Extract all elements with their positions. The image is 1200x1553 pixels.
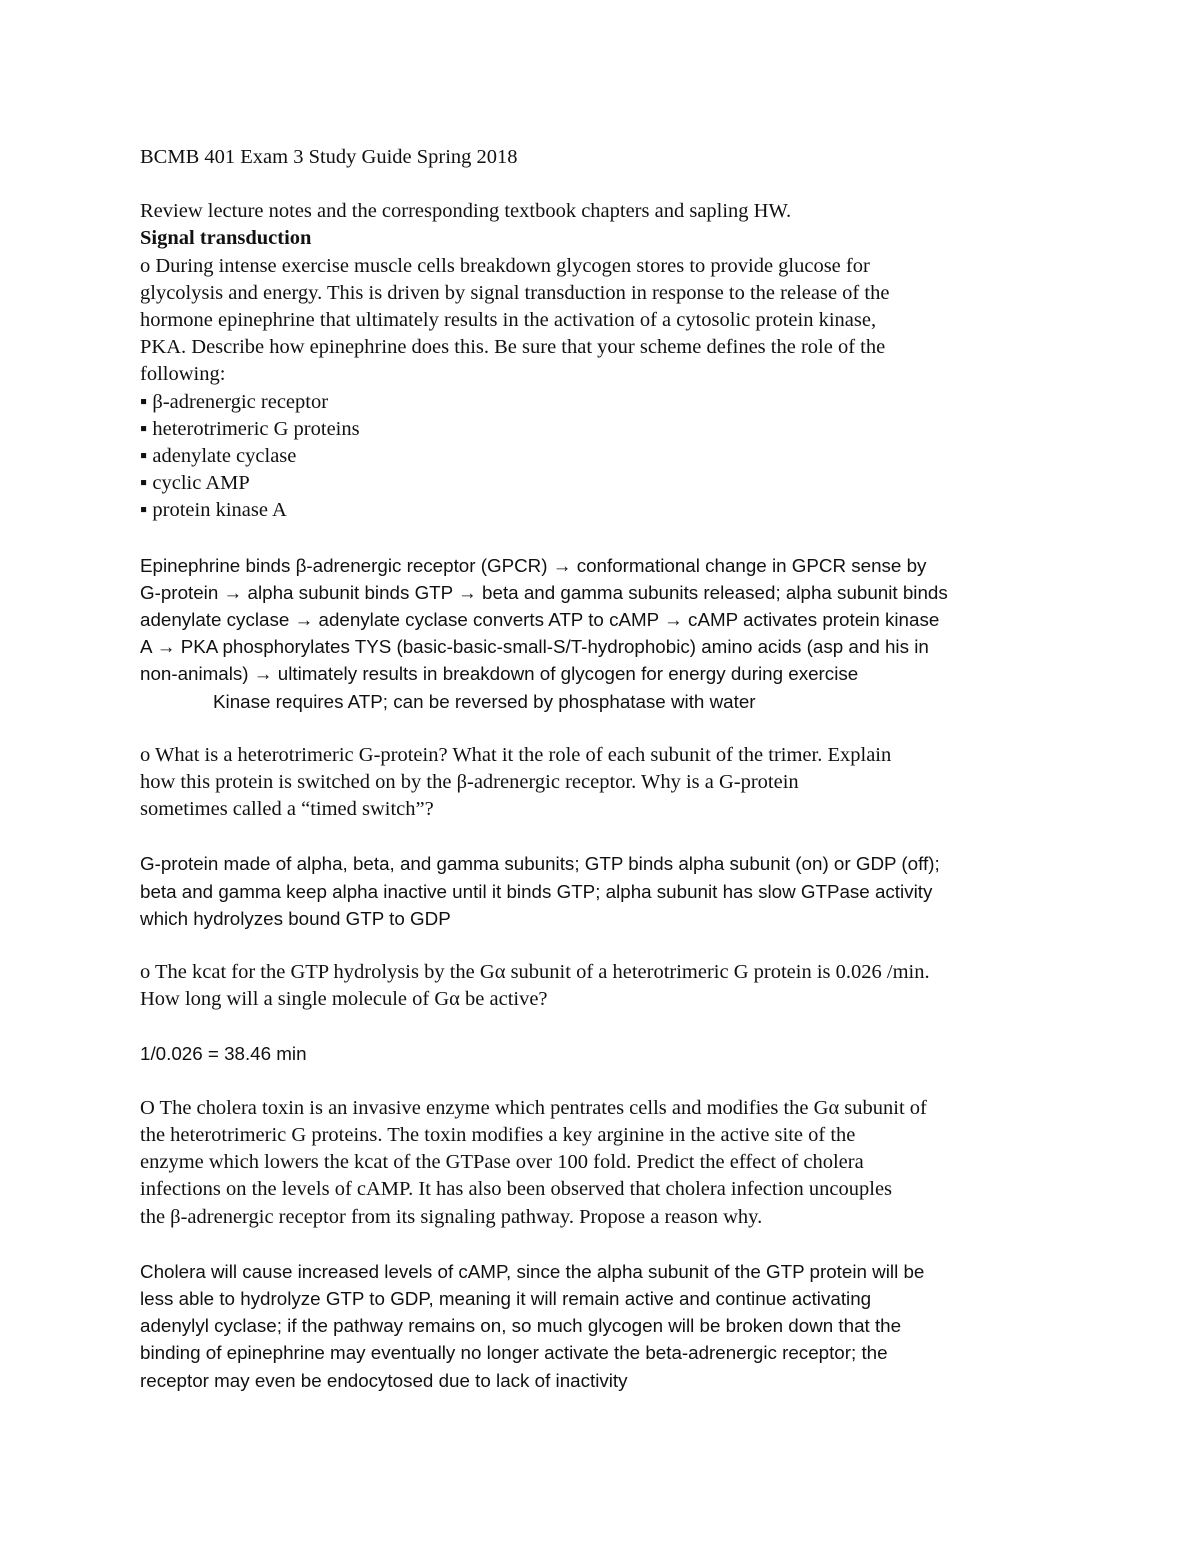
question-1-line: PKA. Describe how epinephrine does this. Be sure that your scheme defines the role of the <box>140 336 886 359</box>
question-2-line: o What is a heterotrimeric G-protein? What it the role of each subunit of the trimer. Explain <box>140 743 892 766</box>
question-4-line: enzyme which lowers the kcat of the GTPase over 100 fold. Predict the effect of cholera <box>140 1151 864 1174</box>
document-page <box>140 144 1060 1394</box>
answer-2 <box>140 850 1060 932</box>
answer-3: 1/0.026 = 38.46 min <box>140 1043 307 1065</box>
answer-1-line: G-protein → alpha subunit binds GTP → beta and gamma subunits released; alpha subunit binds <box>140 581 948 603</box>
answer-4-line: Cholera will cause increased levels of cAMP, since the alpha subunit of the GTP protein will be <box>140 1260 925 1282</box>
bullet-item: ▪ protein kinase A <box>140 499 287 522</box>
question-4 <box>140 1095 1060 1231</box>
answer-1-line: A → PKA phosphorylates TYS (basic-basic-small-S/T-hydrophobic) amino acids (asp and his in <box>140 636 929 658</box>
question-4-line: the β-adrenergic receptor from its signaling pathway. Propose a reason why. <box>140 1205 763 1228</box>
answer-2-line: beta and gamma keep alpha inactive until it binds GTP; alpha subunit has slow GTPase activity <box>140 880 933 902</box>
answer-4-line: adenylyl cyclase; if the pathway remains on, so much glycogen will be broken down that the <box>140 1315 902 1337</box>
bullet-item: ▪ adenylate cyclase <box>140 445 297 468</box>
question-1-line: hormone epinephrine that ultimately results in the activation of a cytosolic protein kinase, <box>140 309 877 332</box>
question-1-line: following: <box>140 363 226 386</box>
answer-2-line: G-protein made of alpha, beta, and gamma subunits; GTP binds alpha subunit (on) or GDP (off); <box>140 853 940 875</box>
bullet-item: ▪ β-adrenergic receptor <box>140 390 329 413</box>
question-4-line: infections on the levels of cAMP. It has also been observed that cholera infection uncouples <box>140 1178 893 1201</box>
question-4-line: the heterotrimeric G proteins. The toxin modifies a key arginine in the active site of the <box>140 1123 856 1146</box>
question-3-line: How long will a single molecule of Gα be active? <box>140 988 548 1011</box>
intro-text: Review lecture notes and the corresponding textbook chapters and sapling HW. <box>140 200 792 223</box>
question-3 <box>140 959 1060 1013</box>
question-2-line: sometimes called a “timed switch”? <box>140 798 434 821</box>
answer-4-line: receptor may even be endocytosed due to lack of inactivity <box>140 1369 628 1391</box>
answer-1-line: adenylate cyclase → adenylate cyclase converts ATP to cAMP → cAMP activates protein kinase <box>140 609 940 631</box>
answer-1-line: non-animals) → ultimately results in breakdown of glycogen for energy during exercise <box>140 663 859 685</box>
answer-4 <box>140 1258 1060 1394</box>
document-title: BCMB 401 Exam 3 Study Guide Spring 2018 <box>140 146 518 168</box>
answer-1 <box>140 552 1060 715</box>
answer-1-indented-note: Kinase requires ATP; can be reversed by phosphatase with water <box>213 690 756 712</box>
question-1-line: glycolysis and energy. This is driven by signal transduction in response to the release of the <box>140 281 890 304</box>
answer-4-line: less able to hydrolyze GTP to GDP, meaning it will remain active and continue activating <box>140 1287 872 1309</box>
question-1-line: o During intense exercise muscle cells breakdown glycogen stores to provide glucose for <box>140 254 870 277</box>
answer-2-line: which hydrolyzes bound GTP to GDP <box>140 907 451 929</box>
section-heading: Signal transduction <box>140 227 312 250</box>
question-2-line: how this protein is switched on by the β-adrenergic receptor. Why is a G-protein <box>140 771 799 794</box>
bullet-item: ▪ heterotrimeric G proteins <box>140 417 360 440</box>
answer-4-line: binding of epinephrine may eventually no longer activate the beta-adrenergic receptor; the <box>140 1342 888 1364</box>
question-3-line: o The kcat for the GTP hydrolysis by the Gα subunit of a heterotrimeric G protein is 0.026 /min. <box>140 961 930 984</box>
answer-1-line: Epinephrine binds β-adrenergic receptor (GPCR) → conformational change in GPCR sense by <box>140 554 927 576</box>
question-1-bullet-list <box>140 389 1060 525</box>
question-2 <box>140 742 1060 824</box>
question-1 <box>140 253 1060 525</box>
question-4-line: O The cholera toxin is an invasive enzyme which pentrates cells and modifies the Gα subunit of <box>140 1096 927 1119</box>
bullet-item: ▪ cyclic AMP <box>140 472 250 495</box>
